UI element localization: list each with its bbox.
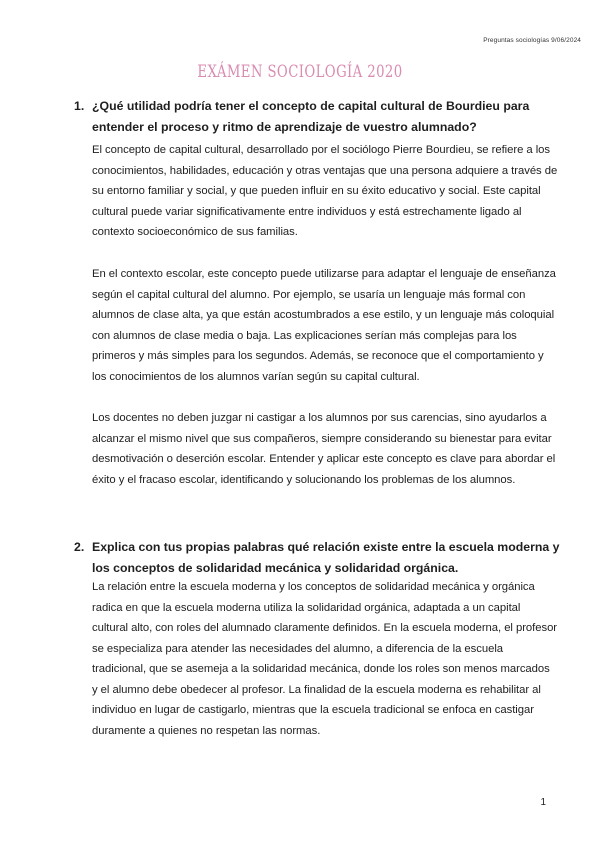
header-note: Preguntas sociologías 9/06/2024 xyxy=(483,37,581,44)
document-title: EXÁMEN SOCIOLOGÍA 2020 xyxy=(197,62,403,82)
answer-paragraph: El concepto de capital cultural, desarrollado por el sociólogo Pierre Bourdieu, se refiere a los conocimientos, habilidades, educación y otras ventajas que una persona adquiere a través de su entorno familiar y social, y que pueden influir en su éxito educativo y social. Este capital cultural puede variar significativamente entre individuos y está estrechamente ligado al contexto socioeconómico de sus familias. xyxy=(92,144,558,238)
answer-paragraph: La relación entre la escuela moderna y los conceptos de solidaridad mecánica y orgánica radica en que la escuela moderna utiliza la solidaridad orgánica, adaptada a un capital cultural alto, con roles del alumnado claramente definidos. En la escuela moderna, el profesor se especializa para atender las necesidades del alumno, a diferencia de la escuela tradicional, que se asemeja a la solidaridad mecánica, donde los roles son menos marcados y el alumno debe obedecer al profesor. La finalidad de la escuela moderna es rehabilitar al individuo en lugar de castigarlo, mientras que la escuela tradicional se enfoca en castigar duramente a quienes no respetan las normas. xyxy=(92,581,558,737)
page-number: 1 xyxy=(540,797,546,808)
question-text: ¿Qué utilidad podría tener el concepto de capital cultural de Bourdieu para entender el proceso y ritmo de aprendizaje de vuestro alumnado? xyxy=(92,99,530,134)
question-number: 1. xyxy=(74,99,85,113)
answer-paragraph: En el contexto escolar, este concepto puede utilizarse para adaptar el lenguaje de enseñanza según el capital cultural del alumno. Por ejemplo, se usaría un lenguaje más formal con alumnos de clase alta, ya que están acostumbrados a ese estilo, y un lenguaje más coloquial con alumnos de clase media o baja. Las explicaciones serían más complejas para los primeros y más simples para los segundos. Además, se reconoce que el comportamiento y los conocimientos de los alumnos varían según su capital cultural. xyxy=(92,268,556,383)
question-number: 2. xyxy=(74,540,85,554)
answer-paragraph: Los docentes no deben juzgar ni castigar a los alumnos por sus carencias, sino ayudarlos a alcanzar el mismo nivel que sus compañeros, siempre considerando su bienestar para evitar desmotivación o deserción escolar. Entender y aplicar este concepto es clave para abordar el éxito y el fracaso escolar, identificando y solucionando los problemas de los alumnos. xyxy=(92,412,556,486)
question-text: Explica con tus propias palabras qué relación existe entre la escuela moderna y los conceptos de solidaridad mecánica y solidaridad orgánica. xyxy=(92,540,560,575)
